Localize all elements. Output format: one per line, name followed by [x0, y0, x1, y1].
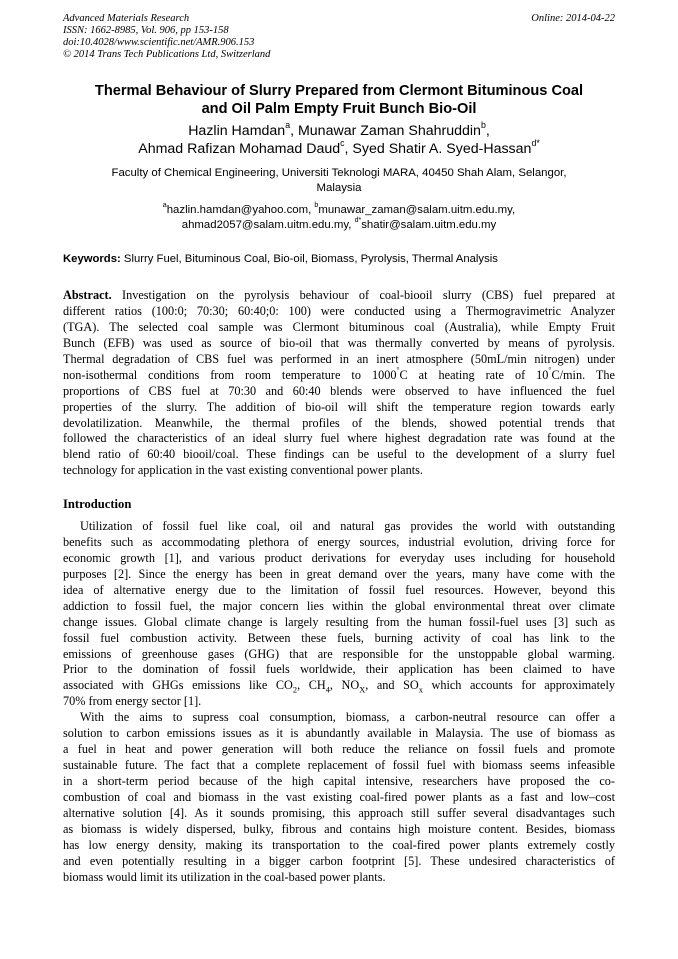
abstract-text: C/min. The	[551, 367, 615, 382]
title-line-1: Thermal Behaviour of Slurry Prepared from Clermont Bituminous Coal	[94, 83, 584, 99]
intro-text: , and SO	[365, 678, 419, 693]
sox-subscript: x	[418, 685, 423, 695]
keywords	[63, 252, 623, 267]
paper-title	[40, 82, 638, 118]
abstract-line: (TGA). The selected coal sample was Clermont bituminous coal (Australia), while Empty Fruit	[63, 319, 615, 334]
intro-line: fossil fuel combustion activity. Between these fuels, burning activity of coal has link to the	[63, 630, 615, 645]
abstract-text: non-isothermal conditions from room temperature to 1000	[63, 367, 397, 382]
abstract-line: technology for application in the vast existing conventional power plants.	[63, 463, 423, 478]
abstract-line: blend ratio of 60:40 biooil/coal. These findings can be useful to the development of a slurry fuel	[63, 447, 615, 462]
abstract-line: different ratios (100:0; 70:30; 60:40;0: 100) were conducted using a Thermogravimetric Analyzer	[63, 303, 615, 318]
keywords-text: Slurry Fuel, Bituminous Coal, Bio-oil, Biomass, Pyrolysis, Thermal Analysis	[120, 253, 498, 265]
abstract-line	[63, 288, 615, 304]
abstract-line: proportions of CBS fuel at 70:30 and 60:40 blends were observed to have influenced the fuel	[63, 383, 615, 398]
ch4-subscript: 4	[325, 685, 330, 695]
author-4: , Syed Shatir A. Syed-Hassan	[344, 141, 532, 157]
email-3: ahmad2057@salam.uitm.edu.my,	[181, 219, 355, 231]
intro-line: and even potentially resulting in a bigger carbon footprint [5]. These undesired characteristics of	[63, 853, 615, 868]
intro-line: as biomass is widely dispersed, bulky, fibrous and contains high moisture content. Besides, biomass	[63, 821, 615, 836]
intro-line: alternative solution [4]. As it sounds promising, this approach still suffer several disadvantages such	[63, 805, 615, 820]
intro-line: Utilization of fossil fuel like coal, oil and natural gas provides the world with outstanding	[80, 519, 615, 533]
authors-line-1: Hazlin Hamdan$^a$, Munawar Zaman Shahruddin$^b$,	[188, 119, 490, 139]
intro-line: purposes [2]. Since the energy has been in great demand over the years, many have come with the	[63, 566, 615, 581]
keywords-label: Keywords:	[63, 253, 121, 265]
authors-line-2	[40, 137, 638, 158]
section-heading-introduction: Introduction	[63, 497, 132, 511]
intro-line: solution to carbon emissions issues as it is abundantly available in Malaysia. The use of biomass as	[63, 726, 615, 741]
email-4: shatir@salam.uitm.edu.my	[361, 219, 497, 231]
nox-subscript: X	[359, 685, 366, 695]
email-4-mark: d*	[354, 217, 362, 225]
intro-line: With the aims to supress coal consumption, biomass, a carbon-neutral resource can offer a	[80, 710, 615, 725]
intro-text: , NO	[329, 678, 360, 693]
author-1: Hazlin Hamdan	[188, 123, 286, 139]
author-3-mark: c	[340, 137, 345, 148]
author-2-mark: b	[480, 119, 486, 130]
abstract-line: devolatilization. Meanwhile, the thermal profiles of the blends, showed potential trends that	[63, 415, 615, 430]
email-1-mark: a	[162, 202, 167, 210]
abstract	[63, 288, 615, 479]
affiliation-line-2: Malaysia	[316, 182, 362, 194]
degree-mark: °	[548, 365, 552, 375]
emails-line-1	[60, 203, 618, 218]
introduction-body	[63, 519, 615, 886]
author-list	[40, 119, 638, 158]
intro-line: biomass would limit its utilization in the coal-based power plants.	[63, 869, 386, 884]
intro-line-chemistry	[63, 678, 615, 694]
abstract-label: Abstract.	[63, 288, 112, 302]
intro-line: emissions of greenhouse gases (GHG) that are responsible for the unstoppable global warming.	[63, 646, 615, 661]
author-2: , Munawar Zaman Shahruddin	[290, 123, 481, 139]
abstract-line: Bunch (EFB) was used as source of bio-oil that was thermally converted by means of pyrolysis.	[63, 335, 615, 350]
doi-line: doi:10.4028/www.scientific.net/AMR.906.153	[63, 37, 255, 48]
affiliation-line-1: Faculty of Chemical Engineering, Universiti Teknologi MARA, 40450 Shah Alam, Selangor,	[111, 167, 567, 179]
title-line-2: and Oil Palm Empty Fruit Bunch Bio-Oil	[201, 101, 477, 117]
online-date: Online: 2014-04-22	[531, 13, 615, 24]
intro-text: , CH	[297, 678, 326, 693]
abstract-text: C at heating rate of 10	[399, 367, 549, 382]
intro-line: sustainable future. The fact that a complete replacement of fossil fuel with biomass seems infeasible	[63, 758, 615, 773]
intro-line: addiction to fossil fuel, the major concern lies within the global environmental threat over climate	[63, 598, 615, 613]
abstract-line: properties of the slurry. The addition of bio-oil will shift the temperature region towards early	[63, 399, 615, 414]
email-1: hazlin.hamdan@yahoo.com,	[166, 204, 315, 216]
copyright-line: © 2014 Trans Tech Publications Ltd, Switzerland	[63, 49, 271, 60]
author-1-mark: a	[285, 119, 291, 130]
intro-line: combustion of coal and biomass in the vast existing coal-fired power plants as a fast and low–cost	[63, 789, 615, 804]
abstract-text: Investigation on the pyrolysis behaviour of coal-biooil slurry (CBS) fuel prepared at	[111, 288, 615, 302]
intro-line: has low energy density, making its transportation to the coal-fired power plants extremely costly	[63, 837, 615, 852]
intro-line: idea of alternative energy due to the limitation of fossil fuel resources. However, beyond this	[63, 582, 615, 597]
intro-line: in a short-term period because of the high capital intensive, researchers have proposed the co-	[63, 774, 615, 788]
intro-line: Prior to the domination of fossil fuels worldwide, their application has been claimed to have	[63, 662, 615, 677]
email-2-mark: b	[314, 202, 319, 210]
intro-text: which accounts for approximately	[422, 678, 615, 693]
emails-line-2	[60, 218, 618, 233]
affiliation	[60, 166, 618, 196]
email-2: munawar_zaman@salam.uitm.edu.my,	[318, 204, 516, 216]
author-4-mark: d*	[531, 137, 540, 148]
abstract-line: followed the characteristics of an ideal slurry fuel where highest degradation rate was found at the	[63, 431, 615, 446]
author-3: Ahmad Rafizan Mohamad Daud	[138, 141, 341, 157]
intro-line: economic growth [1], and various product derivations for everyday uses including for household	[63, 550, 615, 565]
degree-mark: °	[396, 365, 400, 375]
abstract-line	[63, 365, 615, 384]
co2-subscript: 2	[292, 685, 298, 695]
intro-line: change issues. Global climate change is largely resulting from the human fossil-fuel uses [3] such as	[63, 614, 615, 629]
intro-line: 70% from energy sector [1].	[63, 694, 202, 709]
intro-text: associated with GHGs emissions like CO	[63, 678, 293, 693]
intro-line: a fuel in heat and power generation will both reduce the reliance on fossil fuels and promote	[63, 742, 615, 757]
journal-header	[63, 13, 615, 61]
author-emails	[60, 203, 618, 233]
issn-line: ISSN: 1662-8985, Vol. 906, pp 153-158	[63, 25, 229, 36]
intro-line: benefits such as accommodating plethora of energy sources, industrial evolution, driving force for	[63, 534, 615, 549]
journal-name: Advanced Materials Research	[63, 13, 190, 24]
abstract-line: Thermal degradation of CBS fuel was performed in an inert atmosphere (50mL/min nitrogen) under	[63, 351, 615, 366]
